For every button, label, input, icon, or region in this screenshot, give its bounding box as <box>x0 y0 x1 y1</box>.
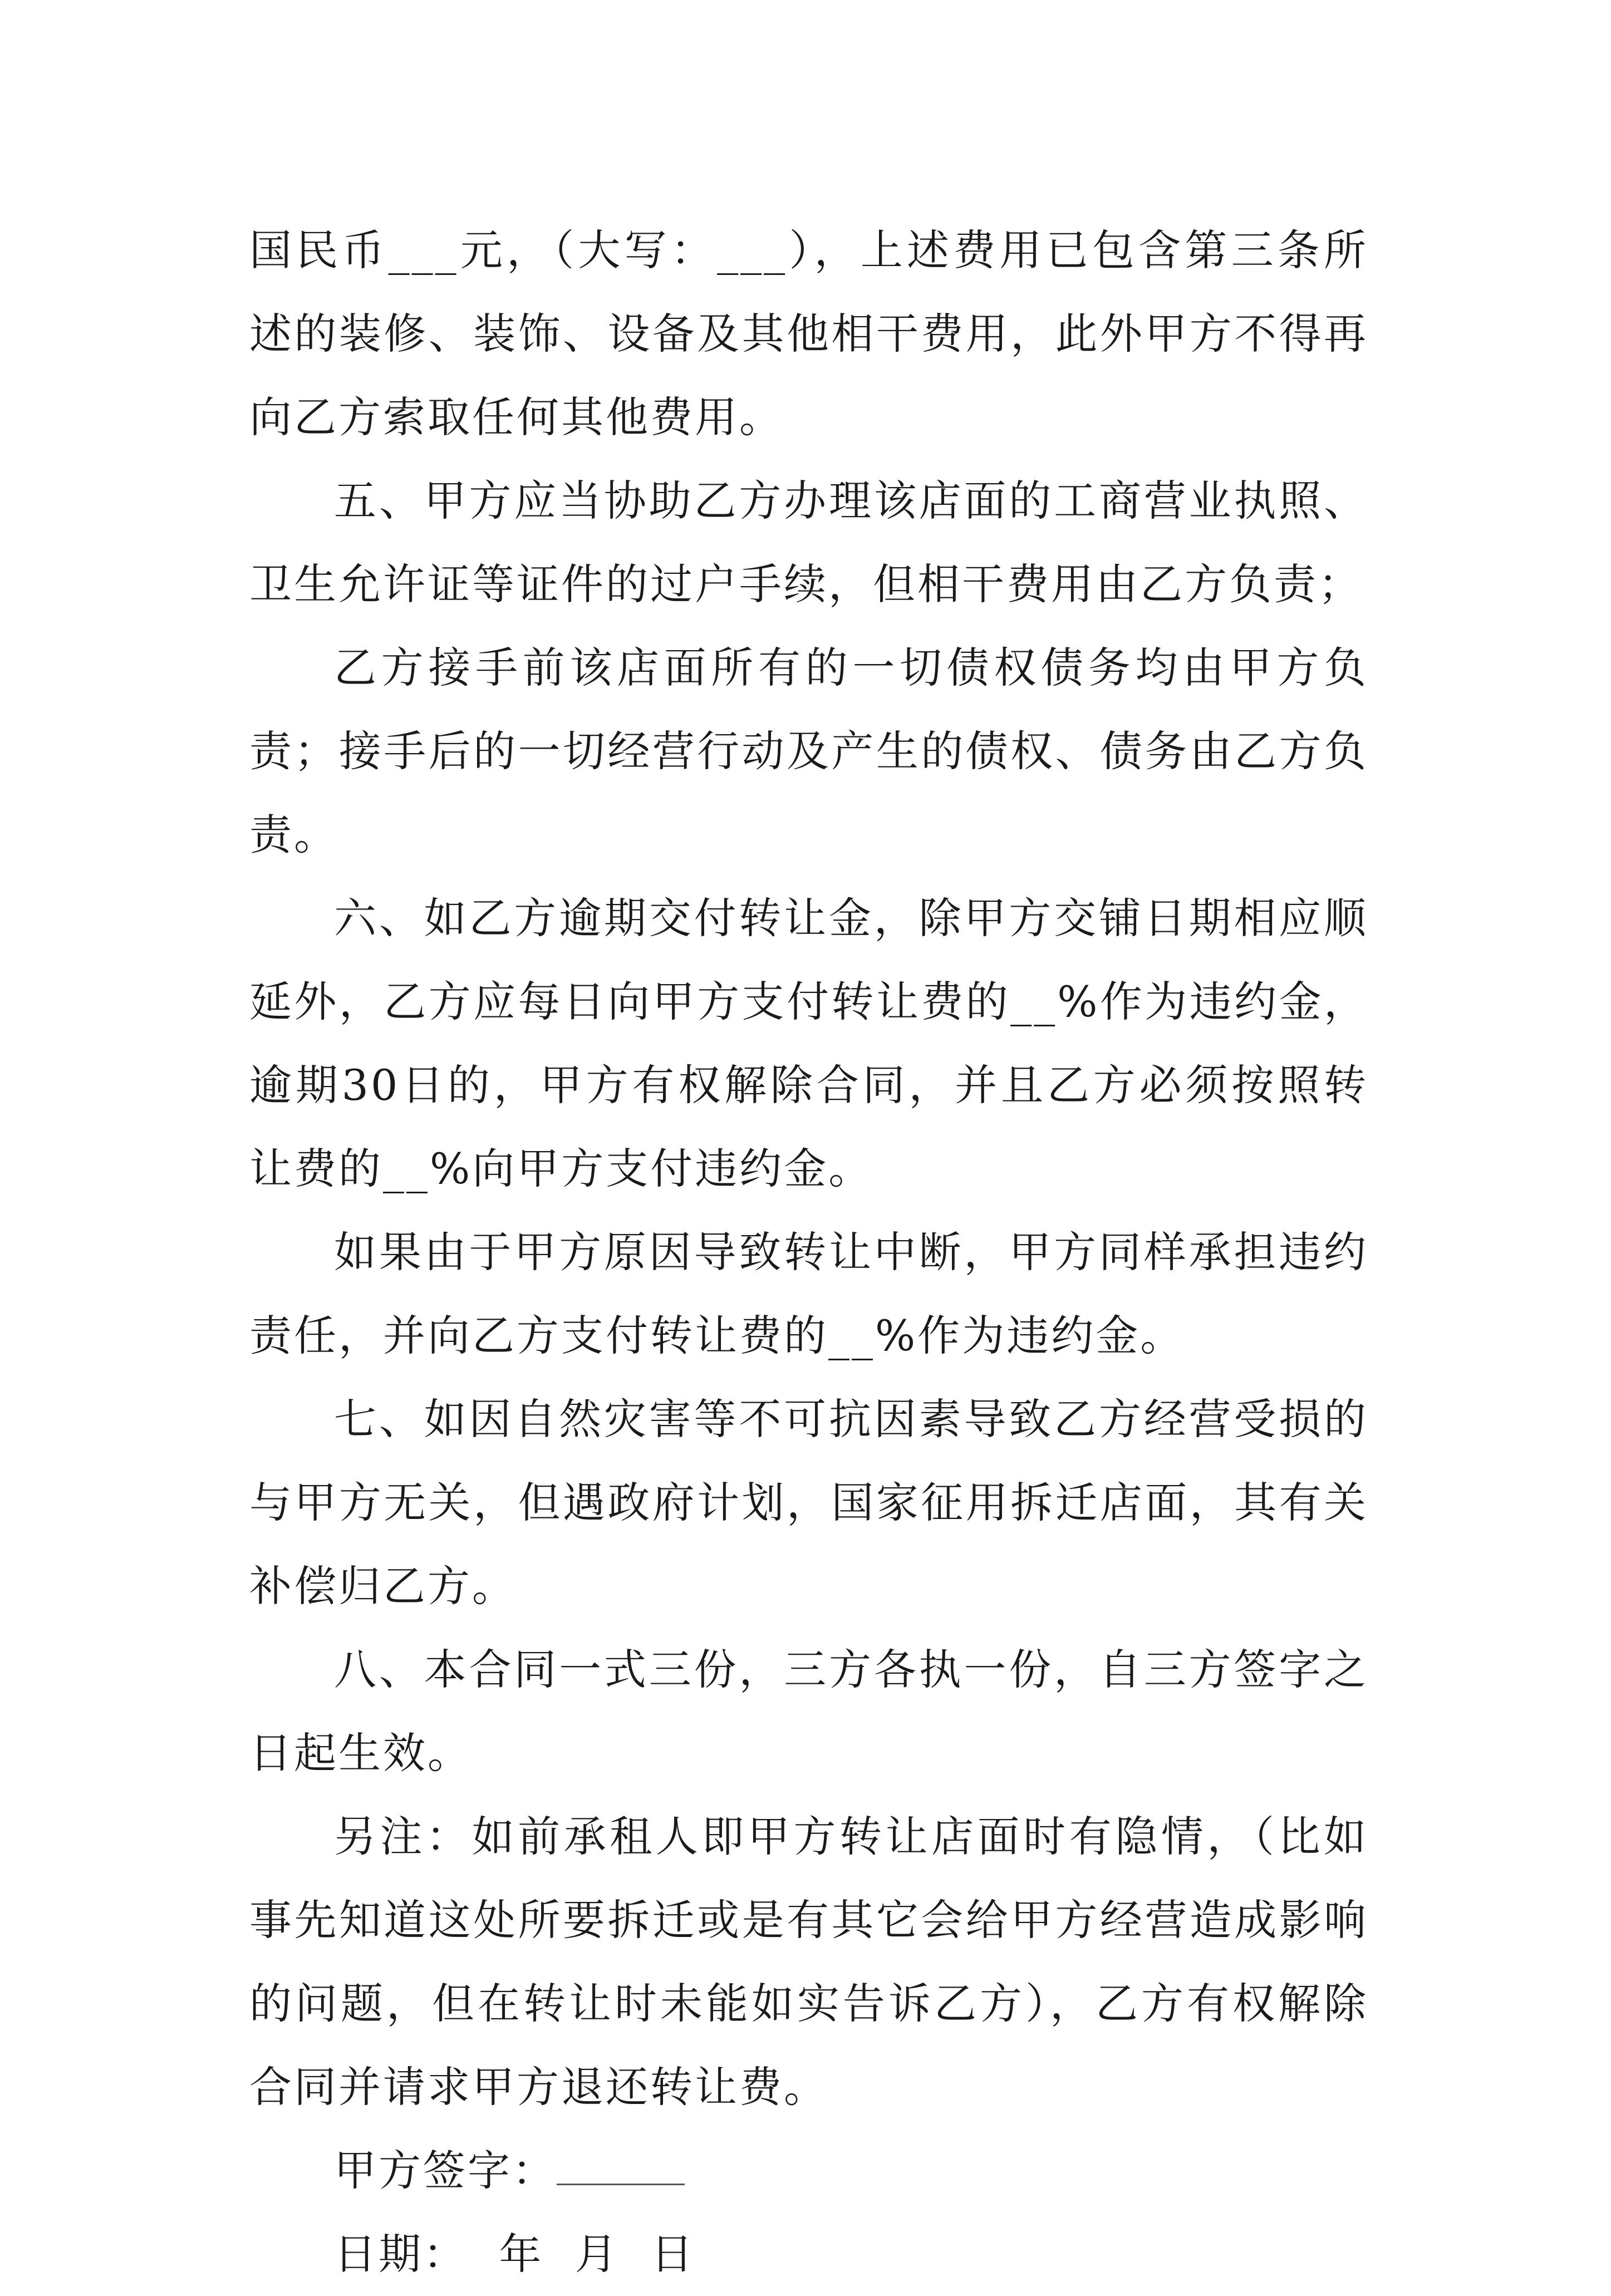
paragraph-note: 另注：如前承租人即甲方转让店面时有隐情，（比如事先知道这处所要拆迁或是有其它会给甲方经营造成影响的问题，但在转让时未能如实告诉乙方），乙方有权解除合同并请求甲方退还转让费。 <box>249 1812 1368 2112</box>
paragraph-debts: 乙方接手前该店面所有的一切债权债务均由甲方负责；接手后的一切经营行动及产生的债权、债务由乙方负责。 <box>249 643 1368 859</box>
signature-line <box>249 2129 1368 2213</box>
signature-blank <box>557 2150 685 2185</box>
paragraph-clause-5: 五、甲方应当协助乙方办理该店面的工商营业执照、卫生允许证等证件的过户手续，但相干费用由乙方负责； <box>249 476 1368 609</box>
paragraph-clause-8: 八、本合同一式三份，三方各执一份，自三方签字之日起生效。 <box>249 1645 1368 1778</box>
paragraph-clause-7: 七、如因自然灾害等不可抗因素导致乙方经营受损的与甲方无关，但遇政府计划，国家征用拆迁店面，其有关补偿归乙方。 <box>249 1394 1368 1611</box>
signature-label: 甲方签字： <box>334 2146 557 2195</box>
contract-body <box>249 209 1368 2296</box>
paragraph-breach: 如果由于甲方原因导致转让中断，甲方同样承担违约责任，并向乙方支付转让费的__%作为违约金。 <box>249 1227 1368 1360</box>
date-line: 日期： 年 月 日 <box>334 2229 695 2279</box>
paragraph-fee: 国民币___元，（大写：___），上述费用已包含第三条所述的装修、装饰、设备及其他相干费用，此外甲方不得再向乙方索取任何其他费用。 <box>249 225 1368 442</box>
paragraph-clause-6: 六、如乙方逾期交付转让金，除甲方交铺日期相应顺延外，乙方应每日向甲方支付转让费的__%作为违约金，逾期30日的，甲方有权解除合同，并且乙方必须按照转让费的__%向甲方支付违约金。 <box>249 893 1368 1193</box>
